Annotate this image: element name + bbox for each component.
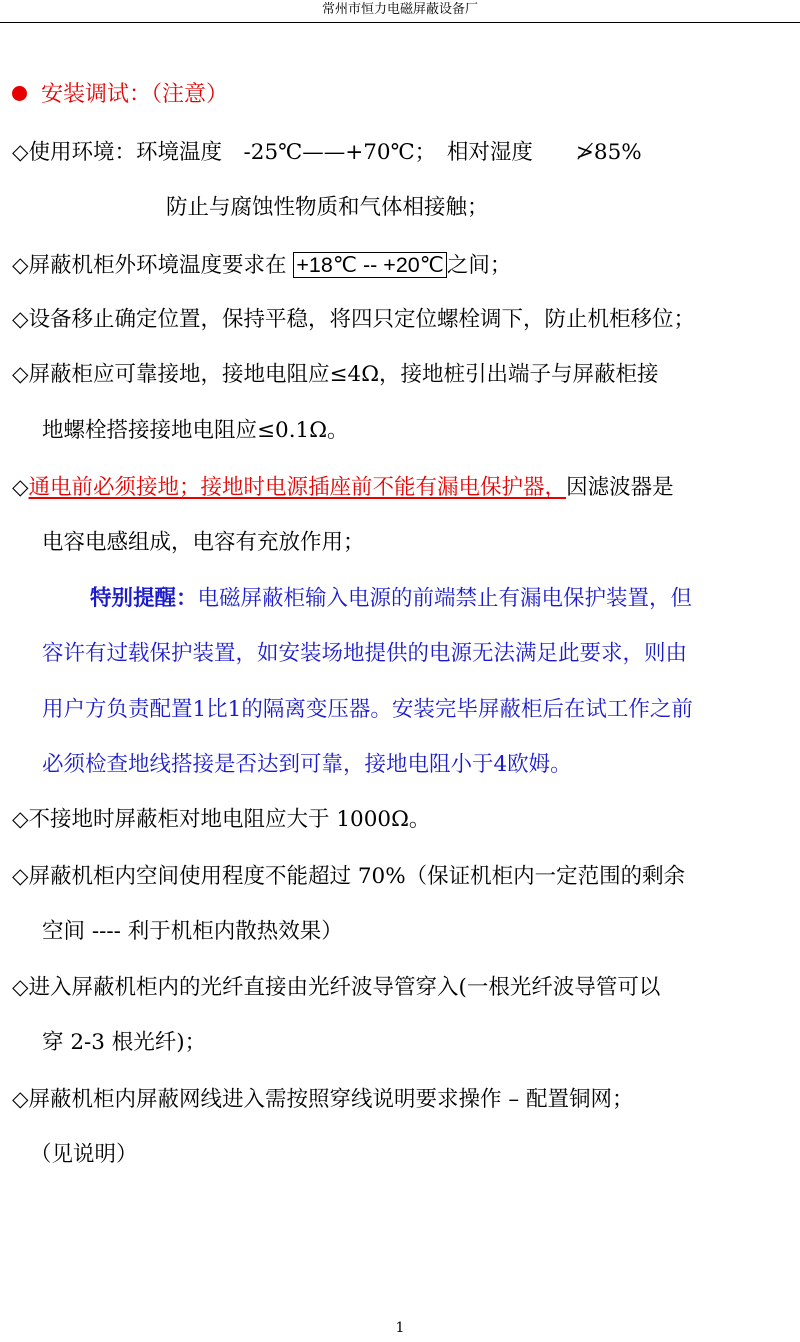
remind-line-4: 必须检查地线搭接是否达到可靠，接地电阻小于4欧姆。	[42, 752, 572, 777]
space-line-1: ◇屏蔽机柜内空间使用程度不能超过 70%（保证机柜内一定范围的剩余	[12, 864, 686, 889]
section-title	[12, 78, 228, 112]
ground-line-1: ◇屏蔽柜应可靠接地，接地电阻应≤4Ω，接地桩引出端子与屏蔽柜接	[12, 362, 659, 387]
fiber-line-1: ◇进入屏蔽机柜内的光纤直接由光纤波导管穿入(一根光纤波导管可以	[12, 975, 661, 1000]
env-line-2: 防止与腐蚀性物质和气体相接触；	[166, 195, 489, 220]
temp-prefix: ◇屏蔽机柜外环境温度要求在	[12, 253, 294, 278]
temp-suffix: 之间；	[446, 253, 512, 278]
temp-range-box: +18℃ -- +20℃	[293, 252, 447, 278]
space-line-2: 空间 ---- 利于机柜内散热效果）	[42, 919, 343, 944]
temp-line	[12, 250, 511, 281]
section-title-text: 安装调试：（注意）	[41, 82, 229, 107]
power-line-1	[12, 473, 674, 503]
remind-line-2: 容许有过载保护装置，如安装场地提供的电源无法满足此要求，则由	[42, 641, 688, 666]
power-prefix: ◇	[12, 475, 29, 500]
remind-label: 特别提醒：	[90, 586, 198, 611]
noground-line: ◇不接地时屏蔽柜对地电阻应大于 1000Ω。	[12, 807, 431, 832]
power-warning: 通电前必须接地；接地时电源插座前不能有漏电保护器，	[28, 475, 567, 500]
net-line-1: ◇屏蔽机柜内屏蔽网线进入需按照穿线说明要求操作 – 配置铜网；	[12, 1087, 634, 1112]
fiber-line-2: 穿 2-3 根光纤)；	[42, 1030, 207, 1055]
power-line-2: 电容电感组成，电容有充放作用；	[42, 530, 365, 555]
ground-line-2: 地螺栓搭接接地电阻应≤0.1Ω。	[42, 418, 349, 443]
power-suffix: 因滤波器是	[566, 475, 674, 500]
move-line: ◇设备移止确定位置，保持平稳，将四只定位螺栓调下，防止机柜移位；	[12, 307, 696, 332]
remind-text-1: 电磁屏蔽柜输入电源的前端禁止有漏电保护装置，但	[197, 586, 693, 611]
bullet-icon	[12, 86, 27, 101]
env-line-1: ◇使用环境：环境温度 -25℃——+70℃； 相对湿度 ≯85%	[12, 140, 642, 165]
page-number: 1	[395, 1320, 405, 1336]
page-header: 常州市恒力电磁屏蔽设备厂	[0, 0, 800, 23]
net-line-2: （见说明）	[30, 1142, 138, 1167]
remind-line-1	[90, 584, 692, 614]
remind-line-3: 用户方负责配置1比1的隔离变压器。安装完毕屏蔽柜后在试工作之前	[42, 697, 693, 722]
